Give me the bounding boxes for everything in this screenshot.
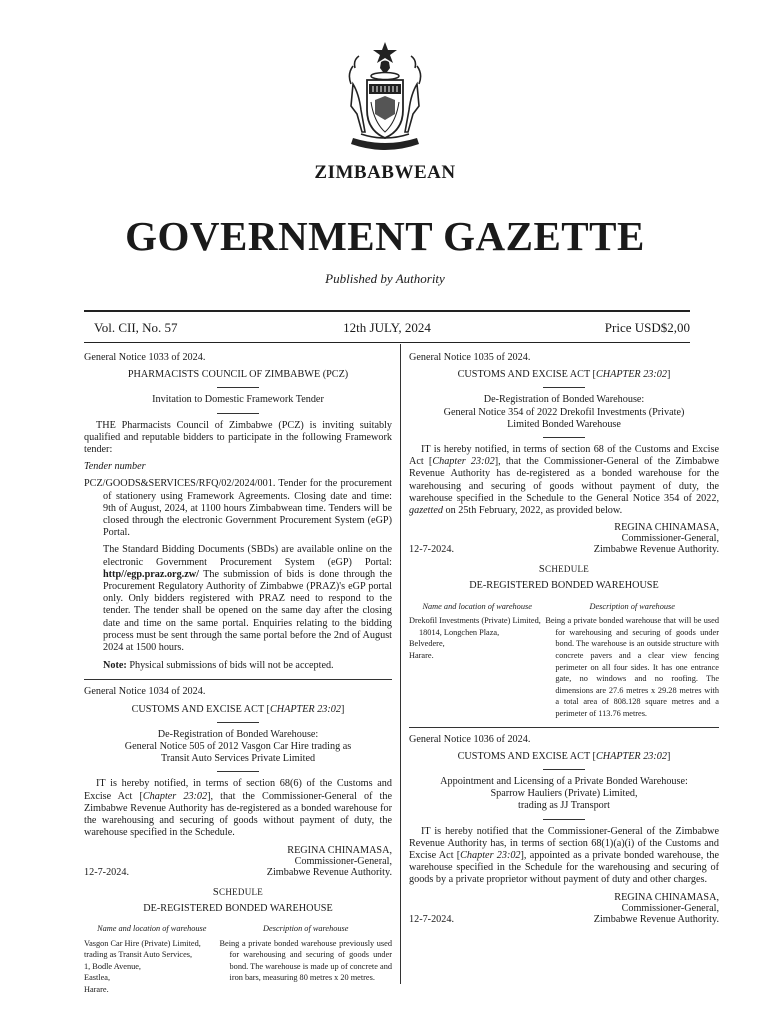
notice-body: IT is hereby notified that the Commissioner-General of the Zimbabwe Revenue Authority has, in terms of section 68(1)(a)(i) of the Customs and Excise Act [Chapter 23:02], appointed as a private bonded warehouse, the warehouse specified in the Schedule for the warehousing and securing of goods by a private proprietor without payment of duty and other charges. (409, 825, 719, 886)
signatory-org: Zimbabwe Revenue Authority. (593, 544, 719, 556)
notice-org: PHARMACISTS COUNCIL OF ZIMBABWE (PCZ) (127, 369, 349, 381)
signatory-org: Zimbabwe Revenue Authority. (593, 913, 719, 925)
short-rule (543, 437, 585, 438)
country-title: ZIMBABWEAN (314, 162, 456, 183)
published-by-line: Published by Authority (325, 271, 445, 286)
right-column (409, 352, 719, 925)
schedule-title: DE-REGISTERED BONDED WAREHOUSE (469, 580, 659, 592)
notice-subject-2: General Notice 505 of 2012 Vasgon Car Hire trading as (124, 741, 352, 753)
notice-separator (409, 727, 719, 728)
notice-1034 (84, 686, 392, 995)
schedule-table (84, 923, 392, 996)
schedule-label: SCHEDULE (212, 886, 264, 898)
signatory-role: Commissioner-General, (621, 533, 719, 545)
issue-bar (84, 320, 690, 338)
notice-1035 (409, 352, 719, 720)
short-rule (543, 819, 585, 820)
note-paragraph: Note: Physical submissions of bids will not be accepted. (103, 660, 334, 672)
notice-1033 (84, 352, 392, 672)
notice-date: 12-7-2024. (84, 866, 129, 878)
warehouse-description: Being a private bonded warehouse previously used for warehousing and securing of goods under bond. The warehouse is made up of concrete and iron bars, measuring 80 metres x 20 metres. (219, 938, 392, 983)
warehouse-description: Being a private bonded warehouse that will be used for warehousing and securing of goods under bond. The warehouse is an outside structure with concrete pavers and a clear view fencing perimeter on all four sides. It has one entrance gate, no windows and no roofing. The dimensions are 27.6 metres x 29.28 metres with a total area of 808.128 square metres and a perimeter of 113.76 metres. (545, 616, 719, 718)
issue-date: 12th JULY, 2024 (343, 320, 431, 335)
left-column (84, 352, 392, 995)
notice-body: IT is hereby notified, in terms of section 68 of the Customs and Excise Act [Chapter 23:02], that the Commissioner-General of the Zimbabwe Revenue Authority has de-registered as a bonded warehouse for the warehousing and securing of goods without payment of duty, the warehouse specified in the Schedule to the General Notice 354 of 2022, gazetted on 25th February, 2022, as provided below. (409, 444, 719, 517)
column-header-description: Description of warehouse (263, 923, 349, 933)
notice-act: CUSTOMS AND EXCISE ACT [CHAPTER 23:02] (457, 369, 671, 381)
coat-of-arms-icon (337, 40, 433, 152)
short-rule (217, 387, 259, 388)
notice-subject-1: De-Registration of Bonded Warehouse: (157, 728, 319, 740)
notice-subject-3: trading as JJ Transport (518, 800, 610, 812)
notice-act: CUSTOMS AND EXCISE ACT [CHAPTER 23:02] (457, 750, 671, 762)
notice-subject-1: Appointment and Licensing of a Private Bonded Warehouse: (440, 775, 688, 787)
notice-heading: General Notice 1035 of 2024. (409, 352, 531, 363)
schedule-title: DE-REGISTERED BONDED WAREHOUSE (143, 902, 333, 914)
notice-date: 12-7-2024. (409, 913, 454, 925)
warehouse-name: Drekofil Investments (Private) Limited, 18014, Longchen Plaza, Belvedere, Harare. (409, 616, 541, 661)
table-row (84, 938, 392, 996)
signature-row (84, 867, 392, 878)
short-rule (217, 722, 259, 723)
notice-separator (84, 679, 392, 680)
signatory-name: REGINA CHINAMASA, (287, 844, 392, 856)
signature-row (409, 544, 719, 555)
notice-subject: Invitation to Domestic Framework Tender (152, 394, 324, 406)
schedule-table (409, 601, 719, 720)
issue-volume: Vol. CII, No. 57 (94, 320, 178, 335)
notice-subject-2: General Notice 354 of 2022 Drekofil Investments (Private) (443, 406, 685, 418)
tender-details: PCZ/GOODS&SERVICES/RFQ/02/2024/001. Tender for the procurement of stationery using Framework Agreements. Closing date and time: 9th of August, 2024, at 1100 hours Zimbabwean time. Tenders will be closed through the electronic Government Procurement System (eGP) Portal. (84, 478, 392, 539)
column-header-description: Description of warehouse (589, 601, 675, 611)
signatory-name: REGINA CHINAMASA, (614, 891, 719, 903)
notice-1036 (409, 734, 719, 925)
signatory-role: Commissioner-General, (294, 855, 392, 867)
top-rule (84, 310, 690, 312)
short-rule (543, 769, 585, 770)
column-header-name: Name and location of warehouse (97, 923, 207, 933)
notice-heading: General Notice 1036 of 2024. (409, 733, 531, 745)
notice-subject-3: Limited Bonded Warehouse (507, 418, 621, 430)
table-row (409, 615, 719, 719)
egp-portal-link[interactable]: http//egp.praz.org.zw/ (103, 568, 199, 580)
signatory-role: Commissioner-General, (621, 902, 719, 914)
signatory-name: REGINA CHINAMASA, (614, 522, 719, 534)
notice-heading: General Notice 1033 of 2024. (84, 352, 206, 363)
column-header-name: Name and location of warehouse (422, 601, 532, 611)
gazette-title: GOVERNMENT GAZETTE (125, 213, 645, 259)
notice-subject-2: Sparrow Hauliers (Private) Limited, (490, 788, 638, 800)
notice-heading: General Notice 1034 of 2024. (84, 686, 206, 698)
signatory-org: Zimbabwe Revenue Authority. (266, 866, 392, 878)
notice-act: CUSTOMS AND EXCISE ACT [CHAPTER 23:02] (131, 703, 345, 715)
bottom-rule (84, 342, 690, 343)
notice-subject-1: De-Registration of Bonded Warehouse: (483, 394, 645, 406)
notice-date: 12-7-2024. (409, 544, 454, 556)
notice-body: IT is hereby notified, in terms of section 68(6) of the Customs and Excise Act [Chapter 23:02], that the Commissioner-General of the Zimbabwe Revenue Authority has de-registered as a bonded warehouse for the warehousing and securing of goods without payment of duty, the warehouse specified in the Schedule. (84, 778, 392, 839)
short-rule (217, 771, 259, 772)
warehouse-name: Vasgon Car Hire (Private) Limited, trading as Transit Auto Services, 1, Bodle Avenue, Eastlea, Harare. (84, 938, 201, 994)
tender-number-label: Tender number (84, 461, 146, 473)
short-rule (543, 387, 585, 388)
schedule-label: SCHEDULE (538, 564, 590, 576)
short-rule (217, 413, 259, 414)
signature-row (409, 914, 719, 925)
sbd-paragraph: The Standard Bidding Documents (SBDs) are available online on the electronic Government Procurement System (eGP) Portal: http//egp.praz.org.zw/ The submission of bids is done through the Procurement Regulatory Authority of Zimbabwe (PRAZ)'s eGP portal only. Only bidders registered with PRAZ need to respond to the tender. The tender shall be opened on the same day after the closing date and time on the same portal. Enquiries relating to the bidding process must be sent through the same portal before the 2nd of August 2024 at 1500 hours. (103, 544, 392, 654)
column-divider (400, 344, 401, 984)
notice-subject-3: Transit Auto Services Private Limited (160, 753, 316, 765)
notice-intro: THE Pharmacists Council of Zimbabwe (PCZ) is inviting suitably qualified and reputable bidders to participate in the following Framework tender: (84, 419, 392, 456)
issue-price: Price USD$2,00 (604, 320, 690, 335)
